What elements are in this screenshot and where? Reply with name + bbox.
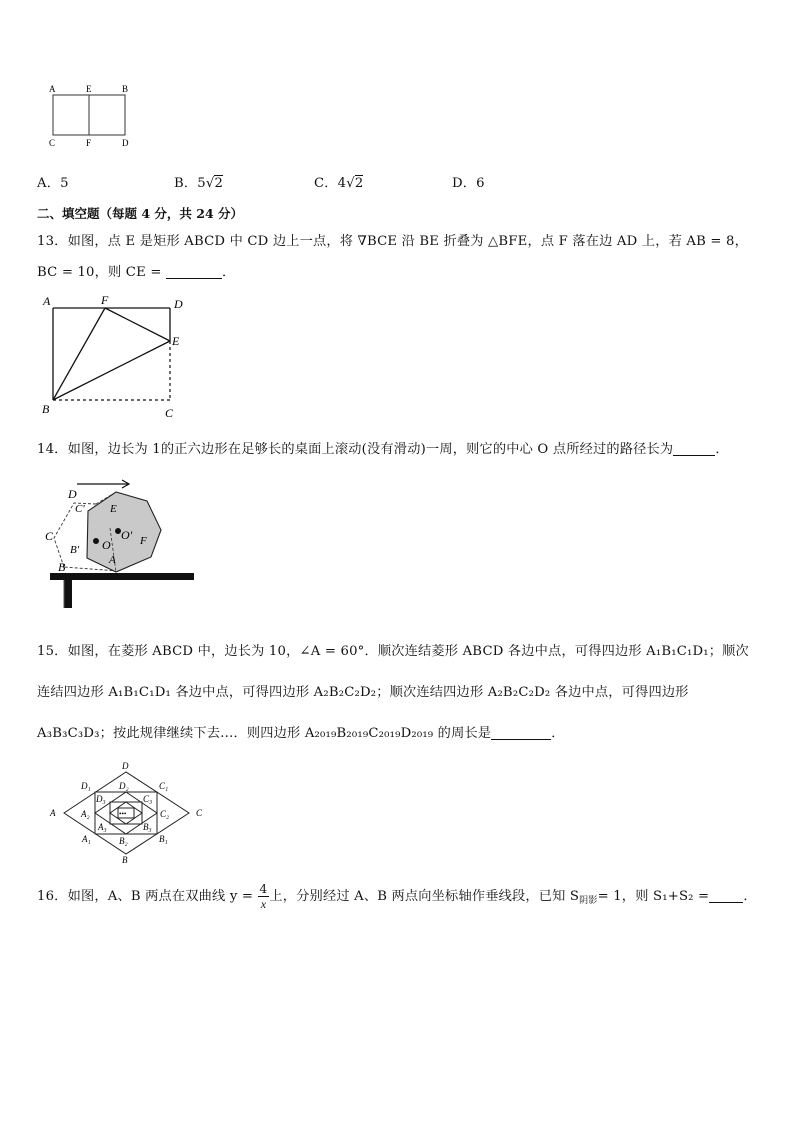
q14-answer-blank[interactable] [673,441,715,456]
label-A3: A₃ [98,822,107,832]
sqrt-symbol: √ [205,176,215,191]
q12-option-d: D．6 [452,176,485,191]
label-F: F [86,138,92,148]
label-A: A [49,84,56,94]
q15-text-line3: A₃B₃C₃D₃；按此规律继续下去…．则四边形 A₂₀₁₉B₂₀₁₉C₂₀₁₉D₂₀₁₉ 的周长是 ． [37,726,565,741]
q16-answer-blank[interactable] [709,888,743,903]
label-O: O [102,538,111,552]
q15-text-line1: 15．如图，在菱形 ABCD 中，边长为 10，∠A = 60°．顺次连结菱形 ABCD 各边中点，可得四边形 A₁B₁C₁D₁；顺次 [37,644,749,659]
label-B2: B₂ [119,836,128,846]
sqrt-symbol: √ [346,176,355,191]
label-A2: A₂ [81,809,90,819]
label-C: C [165,406,174,420]
q15-text-line2: 连结四边形 A₁B₁C₁D₁ 各边中点，可得四边形 A₂B₂C₂D₂；顺次连结四边形 A₂B₂C₂D₂ 各边中点，可得四边形 [37,685,689,700]
label-C: C [196,808,203,818]
fraction-4-over-x: $\frac{4}{x}$ [259,882,268,911]
label-C2: C₂ [160,809,170,819]
label-D: D [174,297,183,311]
label-D: D [68,487,77,501]
q15-figure [46,758,216,868]
section-heading: 二、填空题（每题 4 分，共 24 分） [37,206,244,221]
label-C3: C₃ [143,794,153,804]
label-A1: A₁ [82,834,91,844]
q12-option-c: C．4√2 [314,176,364,191]
label-O-prime: O′ [121,528,133,542]
label-E: E [86,84,92,94]
label-A: A [109,554,116,566]
label-D: D [122,761,129,771]
q15-answer-blank[interactable] [491,725,551,740]
q13-answer-blank[interactable] [166,264,222,279]
center-dots: ••• [119,810,127,818]
label-C-prime: C′ [75,503,85,515]
label-F: F [101,293,109,307]
label-B1: B₁ [159,834,168,844]
label-B: B [42,402,50,416]
label-B: B [122,855,128,865]
q14-text: 14．如图，边长为 1的正六边形在足够长的桌面上滚动(没有滑动)一周，则它的中心 O 点所经过的路径长为 ． [37,442,729,457]
label-E: E [172,334,180,348]
label-D: D [122,138,129,148]
q14-figure [40,474,200,610]
label-A: A [43,294,51,308]
label-D3: D₃ [96,794,106,804]
label-C: C [49,138,56,148]
label-D1: D₁ [81,781,91,791]
label-C: C [45,529,54,543]
q12-option-b: B．5√2 [174,176,224,191]
q13-figure [38,292,198,422]
label-B-prime: B′ [70,544,80,556]
q13-text-line1: 13．如图，点 E 是矩形 ABCD 中 CD 边上一点，将 ∇BCE 沿 BE 折叠为 △BFE，点 F 落在边 AD 上，若 AB = 8， [37,234,748,249]
label-B: B [58,560,66,574]
label-B3: B₃ [143,822,152,832]
q12-option-a: A．5 [37,176,69,191]
q12-figure [40,82,150,154]
label-F: F [140,535,147,547]
label-C1: C₁ [159,781,169,791]
label-A: A [50,808,56,818]
label-D2: D₂ [119,781,129,791]
label-B: B [122,84,129,94]
q16-text: 16．如图，A、B 两点在双曲线 y = $\frac{4}{x}$ 上，分别经过 A、B 两点向坐标轴作垂线段，已知 $S_{阴影}= 1$，则 S₁+S₂ = ． [37,882,757,911]
label-E: E [110,503,117,515]
q13-text-line2: BC = 10，则 CE = ． [37,265,236,280]
